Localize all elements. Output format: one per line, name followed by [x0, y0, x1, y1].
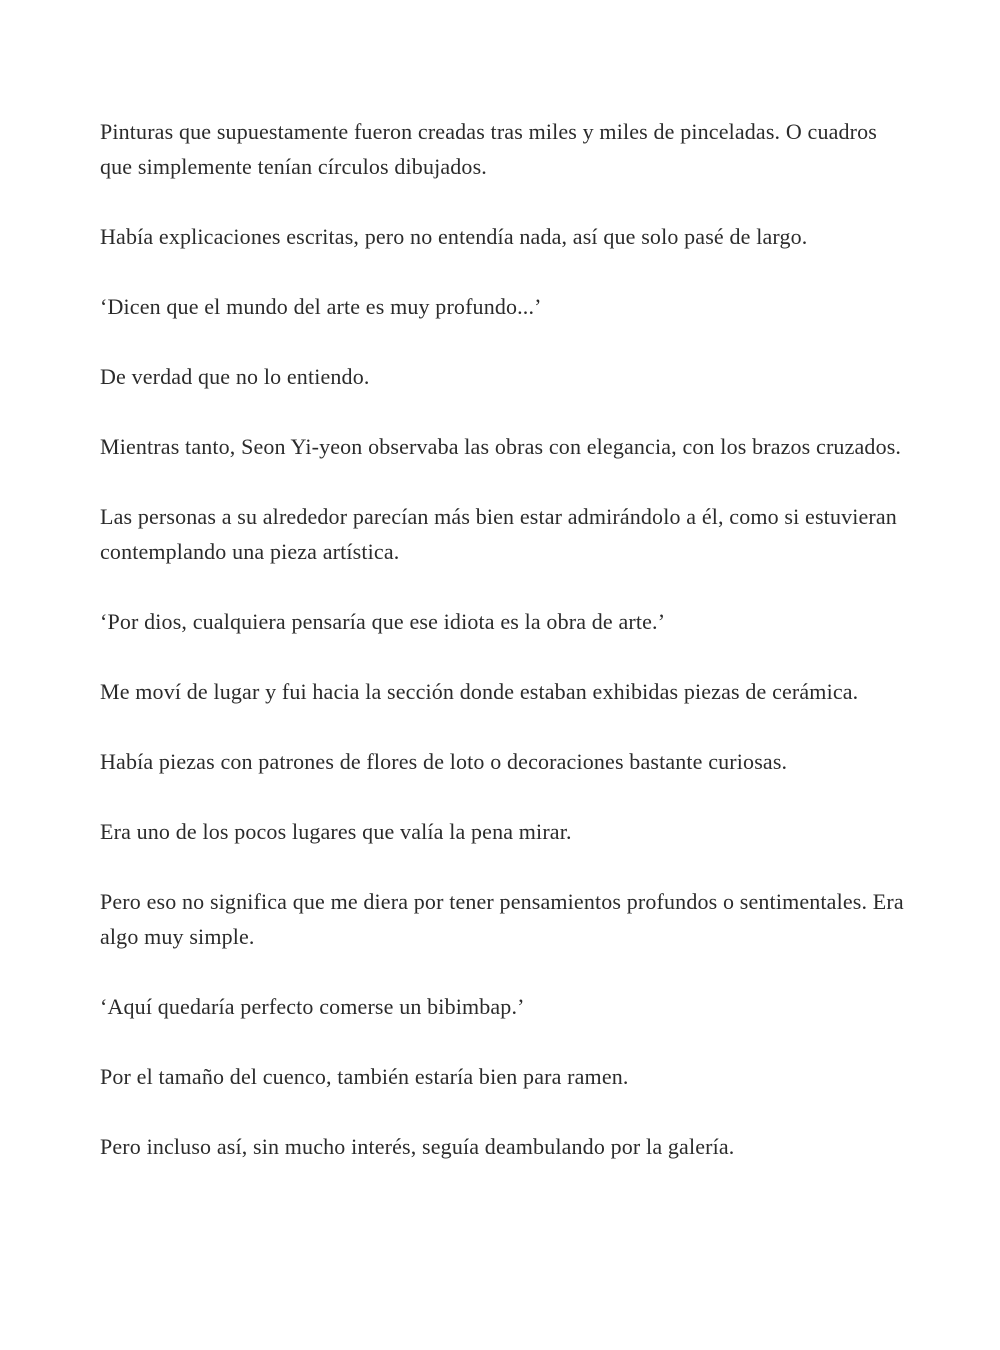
paragraph: Era uno de los pocos lugares que valía la pena mirar. [100, 819, 572, 844]
paragraph: Había explicaciones escritas, pero no entendía nada, así que solo pasé de largo. [100, 224, 808, 249]
paragraph: Mientras tanto, Seon Yi-yeon observaba las obras con elegancia, con los brazos cruzados. [100, 434, 902, 459]
paragraph: Las personas a su alrededor parecían más bien estar admirándolo a él, como si estuvieran contemplando una pieza artística. [100, 504, 897, 564]
paragraph: De verdad que no lo entiendo. [100, 364, 370, 389]
paragraph: ‘Por dios, cualquiera pensaría que ese idiota es la obra de arte.’ [100, 609, 666, 634]
paragraph: ‘Aquí quedaría perfecto comerse un bibimbap.’ [100, 994, 525, 1019]
paragraph: Me moví de lugar y fui hacia la sección donde estaban exhibidas piezas de cerámica. [100, 679, 859, 704]
paragraph: Pero eso no significa que me diera por tener pensamientos profundos o sentimentales. Era algo muy simple. [100, 889, 904, 949]
paragraph: Por el tamaño del cuenco, también estaría bien para ramen. [100, 1064, 629, 1089]
paragraph: ‘Dicen que el mundo del arte es muy profundo...’ [100, 294, 542, 319]
paragraph: Pinturas que supuestamente fueron creadas tras miles y miles de pinceladas. O cuadros que simplemente tenían círculos dibujados. [100, 119, 878, 179]
paragraph: Pero incluso así, sin mucho interés, seguía deambulando por la galería. [100, 1134, 735, 1159]
paragraph: Había piezas con patrones de flores de loto o decoraciones bastante curiosas. [100, 749, 788, 774]
document-body [100, 114, 910, 1199]
